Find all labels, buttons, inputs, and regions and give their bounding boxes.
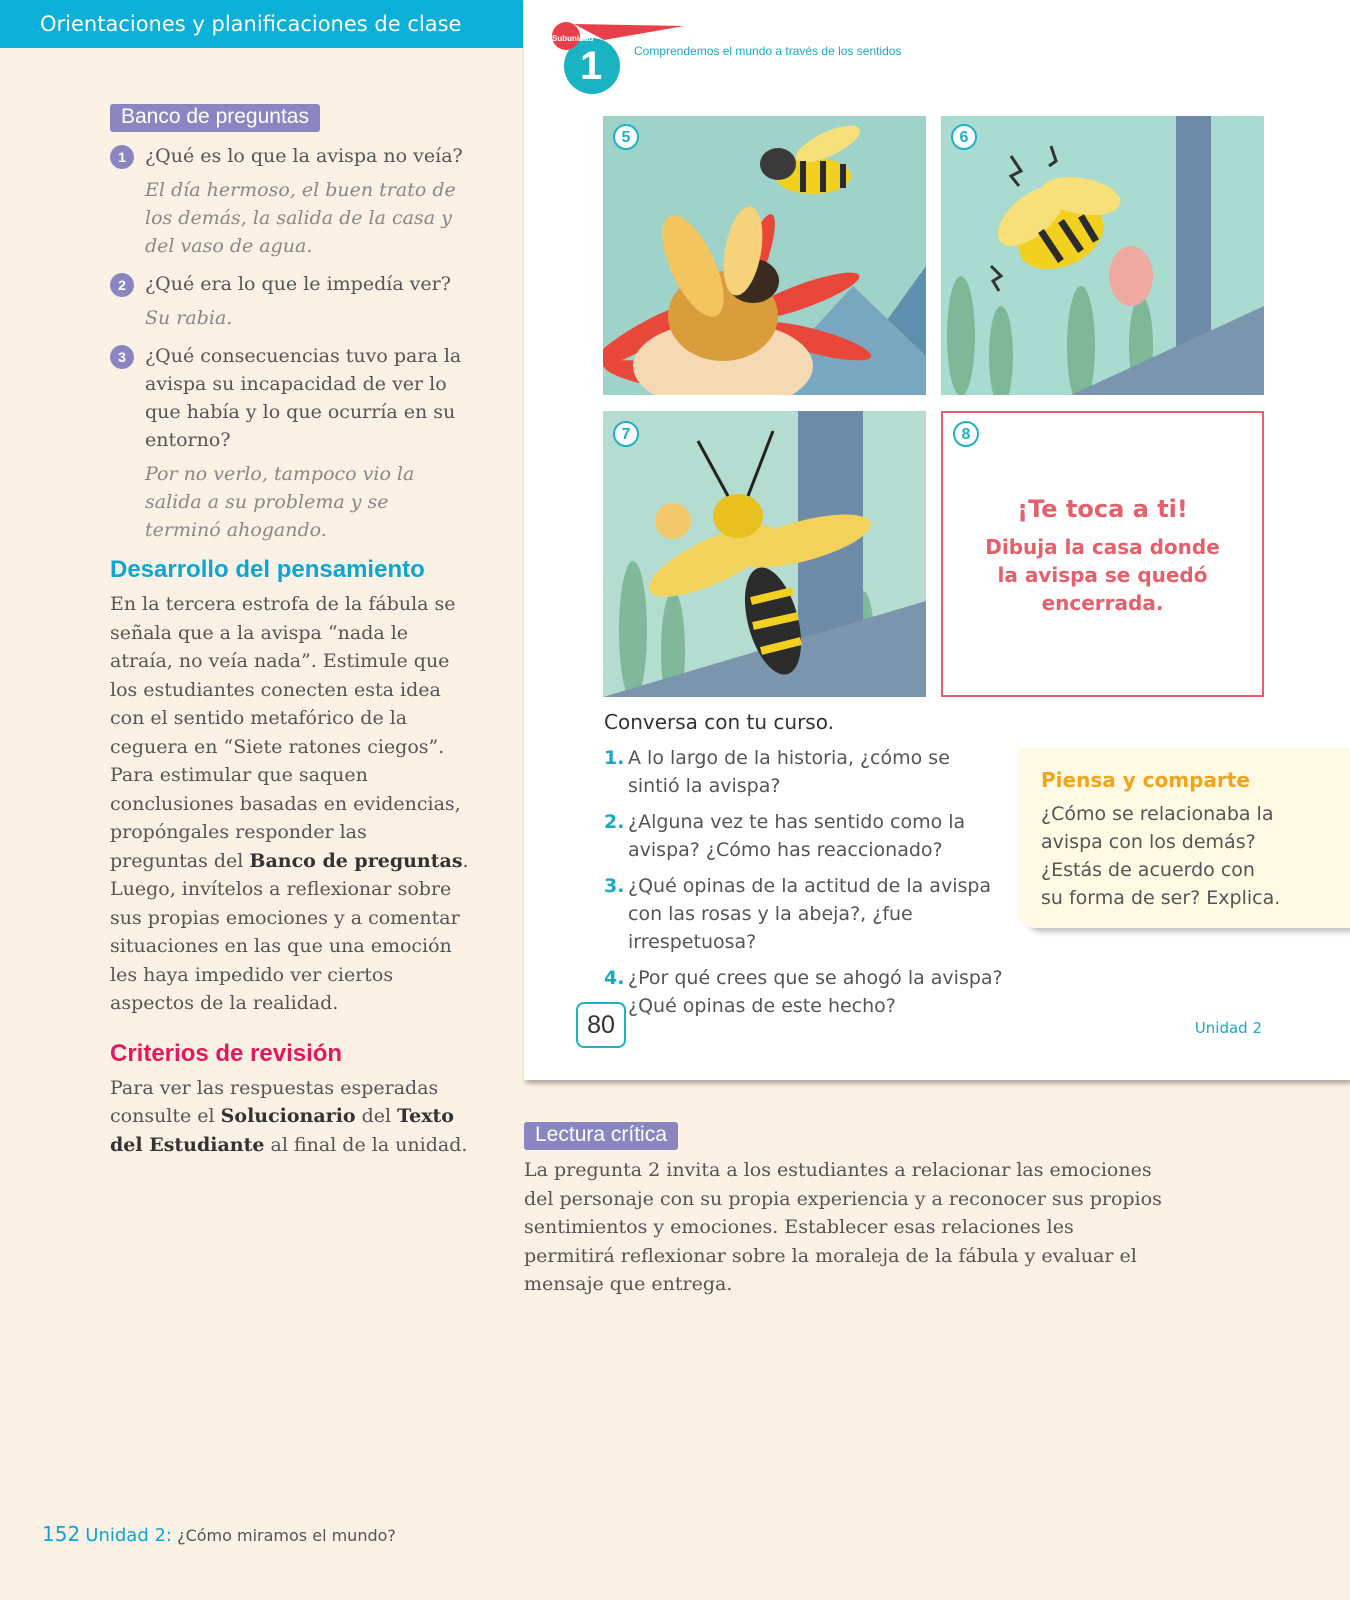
wasp-and-bee-illustration xyxy=(603,116,926,395)
criterios-paragraph xyxy=(110,1074,470,1160)
subunit-title: Comprendemos el mundo a través de los sentidos xyxy=(634,44,902,58)
illustration-panel-6 xyxy=(941,116,1264,395)
item-text: A lo largo de la historia, ¿cómo se sintió la avispa? xyxy=(628,747,950,797)
question-number: 1 xyxy=(110,145,134,169)
item-number: 1. xyxy=(604,747,625,769)
item-number: 2. xyxy=(604,811,625,833)
drawing-box[interactable] xyxy=(941,411,1264,697)
panel-number: 8 xyxy=(953,421,979,447)
illustration-panel-7 xyxy=(603,411,926,697)
question-text: ¿Qué era lo que le impedía ver? xyxy=(145,273,451,295)
draw-instructions: Dibuja la casa donde la avispa se quedó encerrada. xyxy=(985,535,1220,615)
question-answer: Por no verlo, tampoco vio la salida a su problema y se terminó ahogando. xyxy=(145,463,415,541)
question-answer: Su rabia. xyxy=(145,307,233,329)
criterios-bold-b: Texto del Estudiante xyxy=(110,1105,454,1156)
student-page xyxy=(524,0,1350,1080)
draw-title: ¡Te toca a ti! xyxy=(1017,495,1188,523)
wasp-frowning-illustration xyxy=(603,411,926,697)
item-text: ¿Qué opinas de la actitud de la avispa con las rosas y la abeja?, ¿fue irrespetuosa? xyxy=(628,875,992,953)
question-number: 2 xyxy=(110,273,134,297)
piensa-text: ¿Cómo se relacionaba la avispa con los demás? ¿Estás de acuerdo con su forma de ser? Explica. xyxy=(1041,803,1281,909)
panel-number: 7 xyxy=(613,421,639,447)
question-answer: El día hermoso, el buen trato de los demás, la salida de la casa y del vaso de agua. xyxy=(145,179,456,257)
discussion-item xyxy=(604,808,1004,864)
lectura-text: La pregunta 2 invita a los estudiantes a relacionar las emociones del personaje con su propia experiencia y a reconocer sus propios sentimientos y emociones. Establecer esas relaciones les permitirá reflexionar sobre la moraleja de la fábula y evaluar el mensaje que entrega. xyxy=(524,1159,1162,1295)
item-text: ¿Por qué crees que se ahogó la avispa? ¿Qué opinas de este hecho? xyxy=(628,967,1003,1017)
footer xyxy=(42,1522,396,1546)
banco-tag: Banco de preguntas xyxy=(110,104,320,132)
criterios-text-c: al final de la unidad. xyxy=(264,1133,468,1156)
illustration-panel-5 xyxy=(603,116,926,395)
header-bar xyxy=(0,0,523,48)
desarrollo-heading: Desarrollo del pensamiento xyxy=(110,556,425,583)
subunit-number: 1 xyxy=(580,44,603,88)
discussion-item xyxy=(604,872,1004,956)
conversa-heading: Conversa con tu curso. xyxy=(604,710,834,734)
subunit-label: Subunidad xyxy=(552,34,594,43)
footer-unit: Unidad 2: xyxy=(85,1525,172,1546)
item-number: 3. xyxy=(604,875,625,897)
student-page-number: 80 xyxy=(576,1002,626,1048)
desarrollo-paragraph xyxy=(110,590,470,1018)
footer-page-number: 152 xyxy=(42,1522,81,1546)
panel-number: 5 xyxy=(613,124,639,150)
desarrollo-text-b: . Luego, invítelos a reflexionar sobre sus propias emociones y a comentar situaciones en las que una emoción les haya impedido ver ciertos aspectos de la realidad. xyxy=(110,849,469,1014)
question-number: 3 xyxy=(110,345,134,369)
panel-number: 6 xyxy=(951,124,977,150)
piensa-box xyxy=(1017,748,1350,928)
lectura-section xyxy=(524,1122,1164,1299)
discussion-item xyxy=(604,744,1004,800)
footer-unit-title: ¿Cómo miramos el mundo? xyxy=(177,1526,396,1545)
desarrollo-text-a: En la tercera estrofa de la fábula se señala que a la avispa “nada le atraía, no veía nada”. Estimule que los estudiantes conecten esta idea con el sentido metafórico de la ceguera en “Siete ratones ciegos”. Para estimular que saquen conclusiones basadas en evidencias, propóngales responder las preguntas del xyxy=(110,593,461,872)
desarrollo-bold: Banco de preguntas xyxy=(249,849,463,872)
teacher-column xyxy=(110,104,470,1159)
discussion-list xyxy=(604,744,1004,1028)
lectura-tag: Lectura crítica xyxy=(524,1122,678,1150)
banco-question-3 xyxy=(110,342,470,544)
header-title: Orientaciones y planificaciones de clase xyxy=(40,12,462,36)
criterios-text-b: del xyxy=(355,1105,398,1127)
criterios-heading: Criterios de revisión xyxy=(110,1039,343,1067)
banco-question-1 xyxy=(110,142,470,260)
criterios-text-a: Para ver las respuestas esperadas consulte el xyxy=(110,1076,439,1127)
question-text: ¿Qué consecuencias tuvo para la avispa su incapacidad de ver lo que había y lo que ocurría en su entorno? xyxy=(145,345,462,451)
piensa-title: Piensa y comparte xyxy=(1041,768,1250,792)
question-text: ¿Qué es lo que la avispa no veía? xyxy=(145,145,463,167)
item-text: ¿Alguna vez te has sentido como la avispa? ¿Cómo has reaccionado? xyxy=(628,811,966,861)
wasp-hitting-glass-illustration xyxy=(941,116,1264,395)
banco-question-2 xyxy=(110,270,470,332)
criterios-bold-a: Solucionario xyxy=(220,1105,356,1127)
student-unit-label: Unidad 2 xyxy=(1194,1019,1262,1037)
discussion-item xyxy=(604,964,1004,1020)
item-number: 4. xyxy=(604,967,625,989)
